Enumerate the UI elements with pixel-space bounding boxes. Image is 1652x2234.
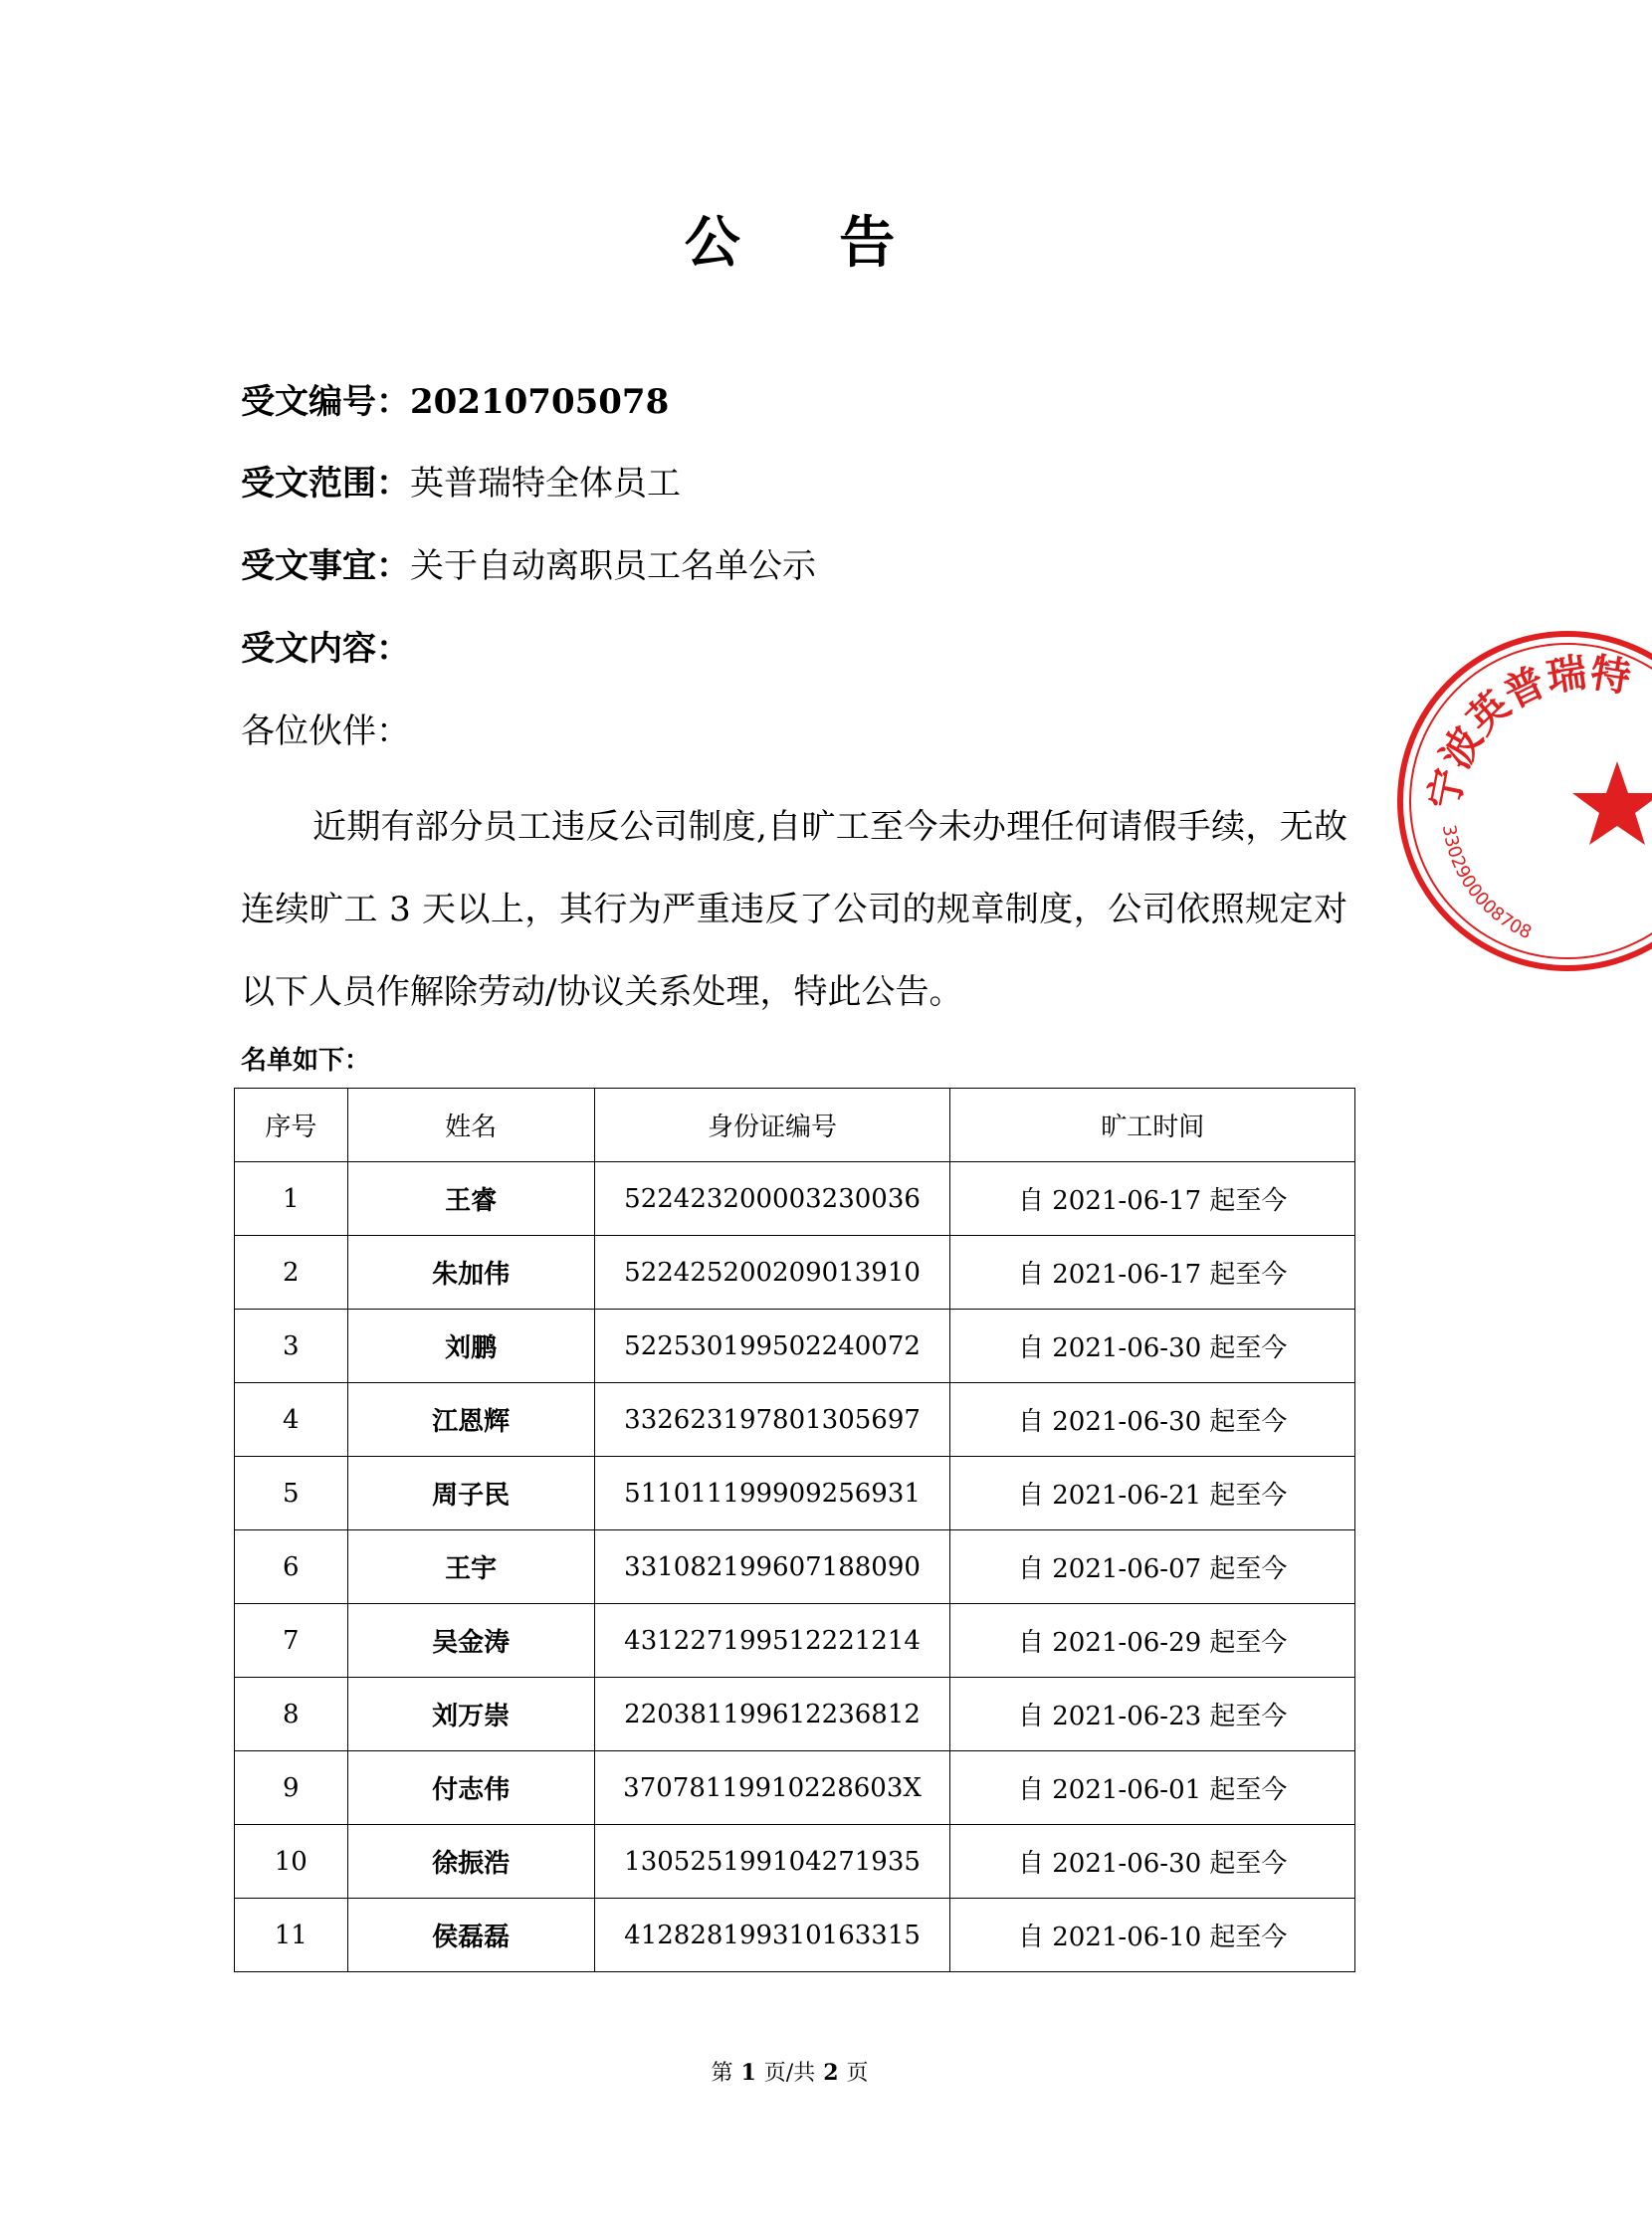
doc-matter-value: 关于自动离职员工名单公示 xyxy=(410,546,816,586)
row-absence-time: 自 2021-06-07 起至今 xyxy=(950,1530,1355,1604)
table-row xyxy=(235,1530,1355,1604)
row-absence-time: 自 2021-06-17 起至今 xyxy=(950,1162,1355,1236)
row-name: 徐振浩 xyxy=(347,1825,594,1899)
greeting-text: 各位伙伴： xyxy=(241,711,410,751)
row-absence-time: 自 2021-06-23 起至今 xyxy=(950,1678,1355,1751)
header-absence-time: 旷工时间 xyxy=(950,1089,1355,1162)
doc-scope-line xyxy=(241,462,681,506)
header-id-number: 身份证编号 xyxy=(594,1089,950,1162)
document-title: 公 告 xyxy=(684,210,935,276)
row-name: 王宇 xyxy=(347,1530,594,1604)
row-name: 刘鹏 xyxy=(347,1310,594,1383)
row-index: 6 xyxy=(235,1530,348,1604)
row-id-number: 431227199512221214 xyxy=(594,1604,950,1678)
doc-number-label: 受文编号： xyxy=(241,382,410,422)
row-id-number: 37078119910228603X xyxy=(594,1751,950,1825)
row-index: 4 xyxy=(235,1383,348,1457)
row-name: 朱加伟 xyxy=(347,1236,594,1310)
row-index: 11 xyxy=(235,1899,348,1972)
row-name: 吴金涛 xyxy=(347,1604,594,1678)
row-absence-time: 自 2021-06-21 起至今 xyxy=(950,1457,1355,1530)
notice-body-paragraph: 近期有部分员工违反公司制度,自旷工至今未办理任何请假手续，无故连续旷工 3 天以上，其行为严重违反了公司的规章制度，公司依照规定对以下人员作解除劳动/协议关系处理，特此公告。 xyxy=(241,807,1347,1012)
doc-number-line xyxy=(241,380,669,424)
header-name: 姓名 xyxy=(347,1089,594,1162)
row-absence-time: 自 2021-06-10 起至今 xyxy=(950,1899,1355,1972)
row-absence-time: 自 2021-06-17 起至今 xyxy=(950,1236,1355,1310)
company-seal xyxy=(1393,622,1652,980)
row-name: 周子民 xyxy=(347,1457,594,1530)
doc-content-label: 受文内容： xyxy=(241,629,410,669)
table-header-row xyxy=(235,1089,1355,1162)
footer-middle: 页/共 xyxy=(763,2061,816,2086)
table-row xyxy=(235,1825,1355,1899)
doc-content-line xyxy=(241,627,410,671)
seal-number-text: 3302900008708 xyxy=(1437,823,1536,944)
footer-total-pages: 2 xyxy=(823,2060,839,2086)
list-heading: 名单如下： xyxy=(241,1046,371,1076)
row-index: 3 xyxy=(235,1310,348,1383)
row-id-number: 220381199612236812 xyxy=(594,1678,950,1751)
row-absence-time: 自 2021-06-29 起至今 xyxy=(950,1604,1355,1678)
footer-page-number: 1 xyxy=(740,2060,756,2086)
row-index: 7 xyxy=(235,1604,348,1678)
row-id-number: 522425200209013910 xyxy=(594,1236,950,1310)
row-index: 1 xyxy=(235,1162,348,1236)
table-row xyxy=(235,1310,1355,1383)
seal-company-text: 宁波英普瑞特 xyxy=(1421,650,1634,813)
doc-scope-label: 受文范围： xyxy=(241,464,410,504)
row-id-number: 522530199502240072 xyxy=(594,1310,950,1383)
row-id-number: 511011199909256931 xyxy=(594,1457,950,1530)
row-id-number: 522423200003230036 xyxy=(594,1162,950,1236)
header-index: 序号 xyxy=(235,1089,348,1162)
row-id-number: 331082199607188090 xyxy=(594,1530,950,1604)
table-row xyxy=(235,1162,1355,1236)
dismissal-list-table xyxy=(234,1088,1355,1972)
row-name: 江恩辉 xyxy=(347,1383,594,1457)
doc-scope-value: 英普瑞特全体员工 xyxy=(410,464,681,504)
row-absence-time: 自 2021-06-30 起至今 xyxy=(950,1825,1355,1899)
seal-star-icon xyxy=(1572,761,1652,845)
table-row xyxy=(235,1678,1355,1751)
footer-prefix: 第 xyxy=(711,2061,733,2086)
row-id-number: 412828199310163315 xyxy=(594,1899,950,1972)
table-row xyxy=(235,1236,1355,1310)
row-name: 王睿 xyxy=(347,1162,594,1236)
table-row xyxy=(235,1751,1355,1825)
footer-suffix: 页 xyxy=(846,2061,869,2086)
row-index: 8 xyxy=(235,1678,348,1751)
row-absence-time: 自 2021-06-30 起至今 xyxy=(950,1383,1355,1457)
row-name: 刘万崇 xyxy=(347,1678,594,1751)
row-index: 2 xyxy=(235,1236,348,1310)
table-row xyxy=(235,1899,1355,1972)
row-index: 5 xyxy=(235,1457,348,1530)
row-id-number: 130525199104271935 xyxy=(594,1825,950,1899)
row-name: 付志伟 xyxy=(347,1751,594,1825)
row-absence-time: 自 2021-06-01 起至今 xyxy=(950,1751,1355,1825)
doc-matter-label: 受文事宜： xyxy=(241,546,410,586)
doc-matter-line xyxy=(241,544,816,588)
row-name: 侯磊磊 xyxy=(347,1899,594,1972)
row-index: 9 xyxy=(235,1751,348,1825)
row-index: 10 xyxy=(235,1825,348,1899)
page-footer xyxy=(0,2056,1579,2087)
table-row xyxy=(235,1457,1355,1530)
greeting xyxy=(241,710,410,753)
row-id-number: 332623197801305697 xyxy=(594,1383,950,1457)
table-row xyxy=(235,1604,1355,1678)
doc-number-value: 20210705078 xyxy=(410,382,670,422)
table-row xyxy=(235,1383,1355,1457)
row-absence-time: 自 2021-06-30 起至今 xyxy=(950,1310,1355,1383)
